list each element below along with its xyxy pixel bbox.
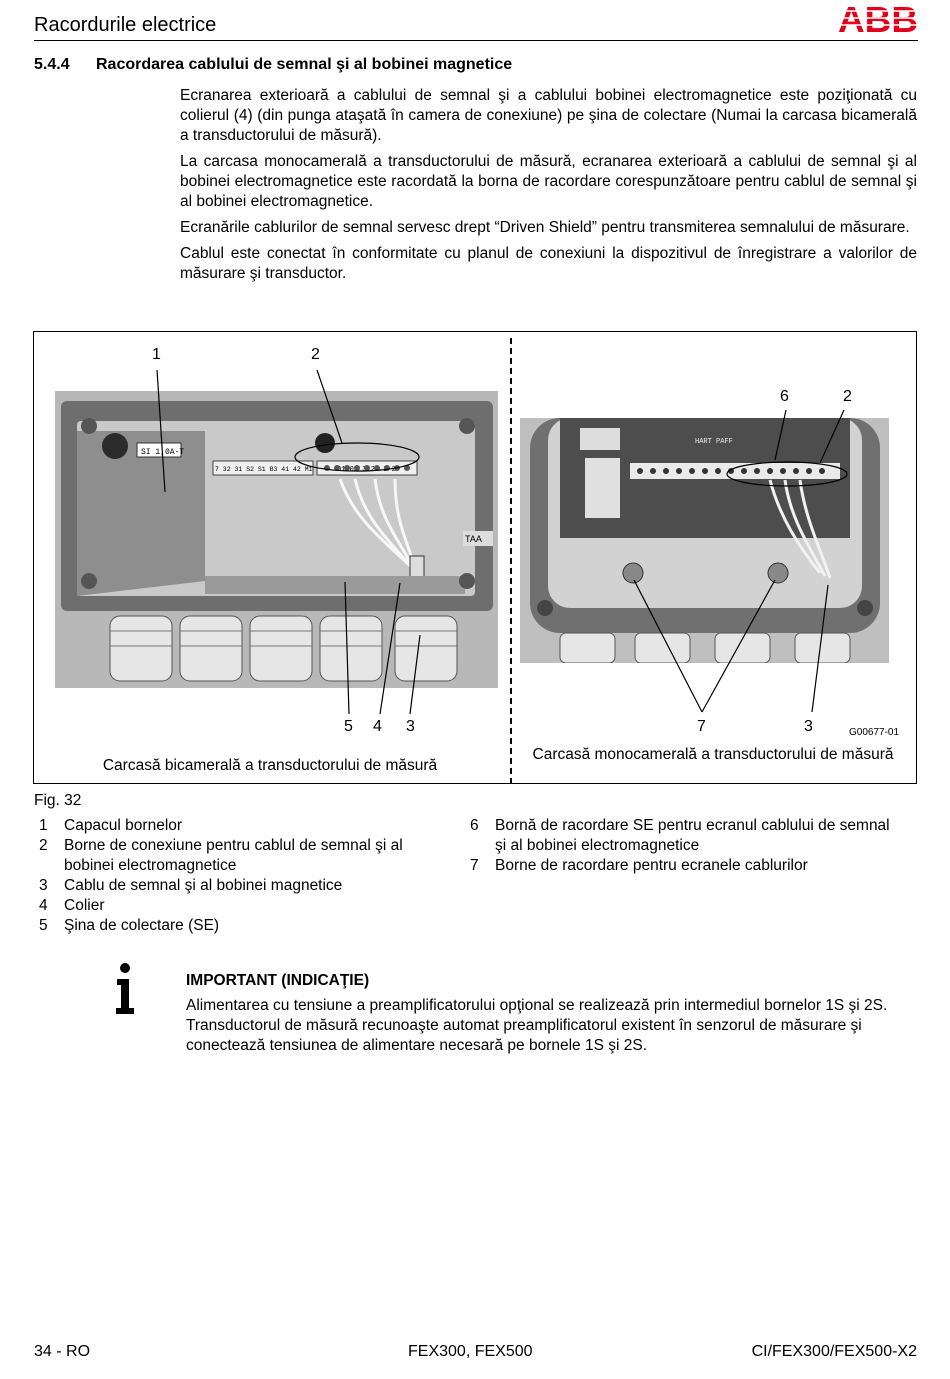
info-icon (112, 962, 138, 1018)
legend-item: 7 Borne de racordare pentru ecranele cablurilor (470, 857, 808, 874)
callout-6: 6 (780, 388, 789, 405)
section-number: 5.4.4 (34, 56, 70, 73)
footer-product: FEX300, FEX500 (408, 1343, 533, 1360)
note-title: IMPORTANT (INDICAŢIE) (186, 972, 370, 989)
callout-7: 7 (697, 718, 706, 735)
section-title: Racordarea cablului de semnal şi al bobinei magnetice (96, 56, 513, 73)
callout-2: 2 (311, 346, 320, 363)
paragraph: Ecranările cablurilor de semnal servesc drept “Driven Shield” pentru transmiterea semnalului de măsurare. (180, 219, 910, 236)
footer-doc-id: CI/FEX300/FEX500-X2 (751, 1343, 917, 1360)
footer-page-number: 34 - RO (34, 1343, 91, 1360)
svg-text:ABB: ABB (838, 2, 918, 36)
note-line: Transductorul de măsură recunoaşte automat preamplificatorul existent în senzorul de măsurare şi conectează tensiunea de alimentare necesară pe bornele 1S şi 2S. (186, 1017, 862, 1054)
callout-3-right: 3 (804, 718, 813, 735)
figure-divider (510, 338, 512, 784)
callout-3: 3 (406, 718, 415, 735)
section-heading (34, 56, 512, 74)
figure-label: Fig. 32 (34, 792, 82, 809)
legend-right (465, 816, 895, 876)
photo-two-chamber-housing (55, 391, 498, 688)
svg-text:SI 1,0A-T: SI 1,0A-T (141, 448, 185, 457)
legend-item: 4 Colier (39, 897, 105, 914)
callout-5: 5 (344, 718, 353, 735)
note-line: Alimentarea cu tensiune a preamplificatorului opţional se realizează prin intermediul bornelor 1S şi 2S. (186, 997, 888, 1014)
legend-item: 6 Bornă de racordare SE pentru ecranul cablului de semnal şi al bobinei electromagnetice (470, 817, 890, 854)
svg-text:7 32 31 S2 S1 B3 41 42 M1: 7 32 31 S2 S1 B3 41 42 M1 (215, 466, 313, 473)
body-text (180, 86, 917, 290)
svg-text:TAA: TAA (465, 534, 482, 544)
right-caption: Carcasă monocamerală a transductorului de măsură (532, 746, 894, 763)
callout-2-right: 2 (843, 388, 852, 405)
note-text (186, 996, 906, 1056)
page-header-title: Racordurile electrice (34, 14, 217, 36)
paragraph: Cablul este conectat în conformitate cu planul de conexiuni la dispozitivul de înregistrare a valorilor de măsurare şi transductor. (180, 245, 917, 282)
abb-logo (838, 2, 918, 36)
svg-text:HART PAFF: HART PAFF (695, 438, 733, 446)
header-rule (34, 40, 918, 41)
photo-single-chamber-housing (520, 418, 889, 663)
left-caption: Carcasă bicamerală a transductorului de măsură (102, 757, 438, 774)
legend-item: 5 Şina de colectare (SE) (39, 917, 220, 934)
legend-left (34, 816, 434, 936)
legend-item: 3 Cablu de semnal şi al bobinei magnetice (39, 877, 343, 894)
paragraph: La carcasa monocamerală a transductorului de măsură, ecranarea exterioară a cablului de semnal şi al bobinei electromagnetice este racordată la borna de racordare corespunzătoare pentru cablul de semnal şi al bobinei electromagnetice. (180, 153, 917, 210)
paragraph: Ecranarea exterioară a cablului de semnal şi a cablului bobinei electromagnetice este poziţionată cu colierul (4) (din punga ataşată în camera de conexiune) pe şina de colectare (Numai la carcasa bicamerală a transductorului de măsură). (180, 87, 917, 144)
callout-1: 1 (152, 346, 161, 363)
legend-item: 2 Borne de conexiune pentru cablul de semnal şi al bobinei electromagnetice (39, 837, 403, 874)
legend-item: 1 Capacul bornelor (39, 817, 183, 834)
figure-code: G00677-01 (849, 727, 900, 738)
callout-4: 4 (373, 718, 382, 735)
svg-text:01 02 3 20 2 2: 01 02 3 2 (337, 466, 396, 474)
